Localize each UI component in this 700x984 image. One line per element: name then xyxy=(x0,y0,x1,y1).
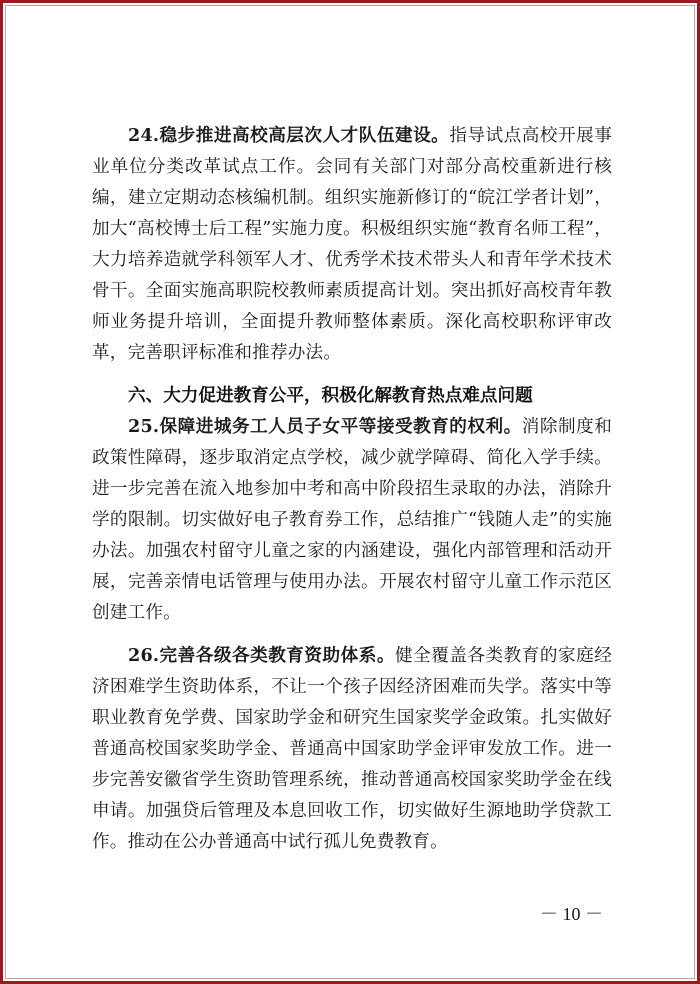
page-number: － 10 － xyxy=(540,904,603,924)
paragraph-25-body: 消除制度和政策性障碍，逐步取消定点学校，减少就学障碍、简化入学手续。进一步完善在流入地参加中考和高中阶段招生录取的办法，消除升学的限制。切实做好电子教育券工作，总结推广“钱随人走”的实施办法。加强农村留守儿童之家的内涵建设，强化内部管理和活动开展，完善亲情电话管理与使用办法。开展农村留守儿童工作示范区创建工作。 xyxy=(92,417,612,623)
paragraph-26-lead: 26.完善各级各类教育资助体系。 xyxy=(128,645,395,666)
paragraph-24-body: 指导试点高校开展事业单位分类改革试点工作。会同有关部门对部分高校重新进行核编，建立定期动态核编机制。组织实施新修订的“皖江学者计划”，加大“高校博士后工程”实施力度。积极组织实施“教育名师工程”，大力培养造就学科领军人才、优秀学术技术带头人和青年学术技术骨干。全面实施高职院校教师素质提高计划。突出抓好高校青年教师业务提升培训，全面提升教师整体素质。深化高校职称评审改革，完善职评标准和推荐办法。 xyxy=(92,126,612,363)
paragraph-24-lead: 24.稳步推进高校高层次人才队伍建设。 xyxy=(128,125,450,146)
paragraph-26 xyxy=(92,640,612,858)
paragraph-26-body: 健全覆盖各类教育的家庭经济困难学生资助体系，不让一个孩子因经济困难而失学。落实中等职业教育免学费、国家助学金和研究生国家奖学金政策。扎实做好普通高校国家奖助学金、普通高中国家助学金评审发放工作。进一步完善安徽省学生资助管理系统，推动普通高校国家奖助学金在线申请。加强贷后管理及本息回收工作，切实做好生源地助学贷款工作。推动在公办普通高中试行孤儿免费教育。 xyxy=(92,646,613,852)
paragraph-24 xyxy=(92,120,612,369)
section-heading: 六、大力促进教育公平，积极化解教育热点难点问题 xyxy=(128,385,533,406)
paragraph-25-lead: 25.保障进城务工人员子女平等接受教育的权利。 xyxy=(128,416,522,437)
paragraph-25 xyxy=(92,411,612,629)
